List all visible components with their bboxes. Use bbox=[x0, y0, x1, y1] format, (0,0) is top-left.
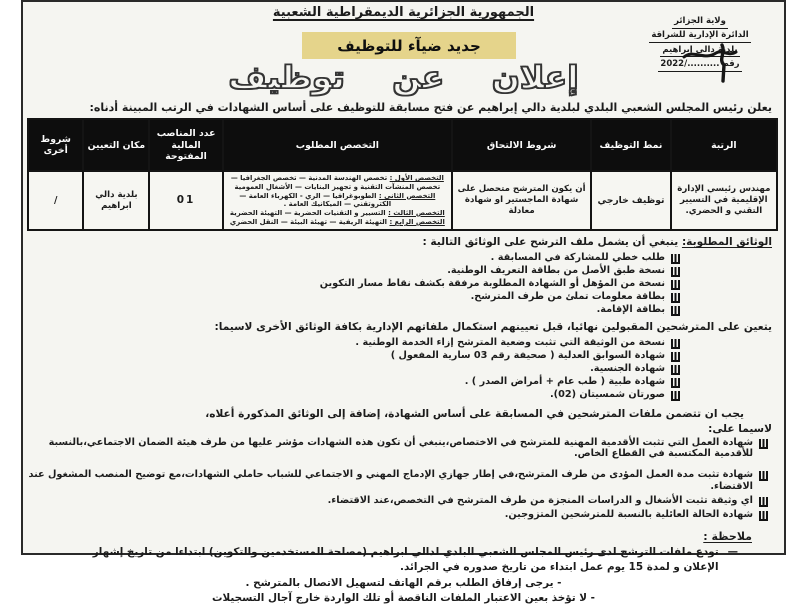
list-bullet-icon bbox=[759, 471, 768, 481]
country-title-text: الجمهورية الجزائرية الديمقراطية الشعبية bbox=[272, 5, 535, 20]
degree-docs-heading-2: لاسيما على: bbox=[708, 422, 772, 435]
note-section bbox=[23, 523, 784, 605]
cell-open-positions: 01 bbox=[149, 171, 222, 230]
header-employment-mode: نمط التوظيف bbox=[591, 119, 670, 171]
note-item: - لا تؤخذ بعين الاعتبار الملفات الناقصة أو تلك الواردة خارج آجال التسجيلات bbox=[212, 592, 595, 605]
list-bullet-icon bbox=[671, 280, 680, 290]
list-item: اي وثيقة تثبت الأشغال و الدراسات المنجزة من طرف المترشح في التخصص،عند الاقتضاء. bbox=[23, 495, 768, 507]
note-item: — تودع ملفات الترشح لدى رئيس المجلس الشعبي البلدي لدالي ابراهيم (مصلحة المستخدمين والتكوين) ابتداءا من تاريخ إشهار الإعلان و لمدة 15 يوم عمل ابتداء من تاريخ صدوره في الجرائد. bbox=[92, 545, 738, 573]
list-bullet-icon bbox=[671, 267, 680, 277]
list-bullet-icon bbox=[671, 254, 680, 264]
note-title: ملاحظة : bbox=[703, 529, 752, 543]
cell-specialty bbox=[223, 171, 452, 230]
specialty-item: التخصص الرابع : التهيئة الريفية — تهيئة البيئة — النقل الحضري bbox=[229, 218, 445, 227]
required-docs-lead: ينبغي أن يشمل ملف الترشح على الوثائق التالية : bbox=[422, 236, 682, 249]
specialty-item: التخصص الثاني : الطوبوغرافيا — الري - الكهرباء العامة — الكتروتقني — الميكانيك العامة . bbox=[239, 191, 436, 208]
table-row bbox=[28, 171, 777, 230]
list-item: طلب خطي للمشاركة في المسابقة . bbox=[23, 252, 680, 264]
required-docs-title: الوثائق المطلوبة: bbox=[681, 236, 772, 249]
list-item: شهادة تثبت مدة العمل المؤدى من طرف المترشح،في إطار جهازي الإدماج المهني و الاجتماعي للشباب حاملي الشهادات،مع توضيح المنصب المشغول عند الاقتضاء. bbox=[23, 469, 768, 493]
specialty-item: التخصص الثالث : التسيير و التقنيات الحضرية — التهيئة الحضرية bbox=[229, 208, 445, 217]
dash-marker: — bbox=[727, 545, 738, 558]
recruitment-table bbox=[27, 118, 778, 231]
cell-other-conditions: / bbox=[28, 171, 83, 230]
letterhead-wilaya: ولاية الجزائر bbox=[672, 17, 728, 29]
list-bullet-icon bbox=[671, 306, 680, 316]
intro-paragraph: يعلن رئيس المجلس الشعبي البلدي لبلدية دالي إبراهيم عن فتح مسابقة للتوظيف على أساس الشهادات في الرتب المبينة أدناه: bbox=[89, 101, 772, 114]
degree-docs-list bbox=[23, 437, 768, 521]
degree-docs-heading: يجب ان تتضمن ملفات المترشحين في المسابقة على أساس الشهادة، إضافة إلى الوثائق المذكورة أعلاه، bbox=[205, 407, 744, 420]
header-rank: الرتبة bbox=[671, 119, 777, 171]
list-item: نسخة من المؤهل أو الشهادة المطلوبة مرفقة بكشف نقاط مسار التكوين bbox=[23, 278, 680, 290]
list-item: شهادة الحالة العائلية بالنسبة للمترشحين المتزوجين. bbox=[23, 509, 768, 521]
list-item: شهادة السوابق العدلية ( صحيفة رقم 03 سارية المفعول ) bbox=[23, 350, 680, 362]
list-bullet-icon bbox=[671, 391, 680, 401]
list-item: بطاقة الإقامة. bbox=[23, 304, 680, 316]
list-item: نسخة من الوثيقة التي تثبت وضعية المترشح إزاء الخدمة الوطنية . bbox=[23, 337, 680, 349]
cell-assignment-place: بلدية دالي ابراهيم bbox=[83, 171, 149, 230]
list-bullet-icon bbox=[671, 352, 680, 362]
announcement-title: إعلان عن توظيف bbox=[228, 60, 579, 96]
final-docs-list bbox=[23, 337, 680, 401]
list-item: بطاقة معلومات تملئ من طرف المترشح. bbox=[23, 291, 680, 303]
list-bullet-icon bbox=[671, 378, 680, 388]
letterhead-number: رقم ........../2022 bbox=[658, 60, 741, 72]
final-docs-heading: يتعين على المترشحين المقبولين نهائيا، قبل تعيينهم استكمال ملفاتهم الإدارية بكافة الوثائق الأخرى لاسيما: bbox=[214, 321, 772, 333]
list-item: نسخة طبق الأصل من بطاقة التعريف الوطنية. bbox=[23, 265, 680, 277]
list-item: شهادة الجنسية. bbox=[23, 363, 680, 375]
list-bullet-icon bbox=[759, 511, 768, 521]
letterhead-commune: بلدية دالي إبراهيم bbox=[660, 46, 739, 58]
list-bullet-icon bbox=[759, 497, 768, 507]
list-item: شهادة العمل التي تثبت الأقدمية المهنية للمترشح في الاختصاص،ينبغي أن تكون هذه الشهادات مؤشر عليها من طرف هيئة الضمان الاجتماعي،بالنسبة للأقدمية المكتسبة في القطاع الخاص. bbox=[23, 437, 768, 461]
header-specialty: التخصص المطلوب bbox=[223, 119, 452, 171]
cell-join-conditions: أن يكون المترشح متحصل على شهادة الماجستير او شهادة معادلة bbox=[452, 171, 591, 230]
cell-rank: مهندس رئيسي الإدارة الإقليمية في التسيير التقني و الحضري. bbox=[671, 171, 777, 230]
header-open-positions: عدد المناصب المالية المفتوحة bbox=[149, 119, 222, 171]
list-bullet-icon bbox=[671, 293, 680, 303]
header-assignment-place: مكان التعيين bbox=[83, 119, 149, 171]
list-item: شهادة طبية ( طب عام + أمراض الصدر ) . bbox=[23, 376, 680, 388]
cell-employment-mode: توظيف خارجي bbox=[591, 171, 670, 230]
list-bullet-icon bbox=[759, 439, 768, 449]
required-docs-heading bbox=[35, 236, 772, 250]
list-item: صورتان شمسيتان (02). bbox=[23, 389, 680, 401]
list-bullet-icon bbox=[671, 365, 680, 375]
letterhead-district: الدائرة الإدارية للشراقة bbox=[649, 31, 750, 43]
document-page bbox=[21, 0, 786, 605]
header-other-conditions: شروط أخرى bbox=[28, 119, 83, 171]
specialty-item: التخصص الأول : تخصص الهندسة المدنية — تخصص الجغرافيا — تخصص المنشآت التقنية و تجهيز البنايات — الأشغال العمومية bbox=[230, 174, 444, 191]
header-join-conditions: شروط الالتحاق bbox=[452, 119, 591, 171]
table-header-row bbox=[28, 119, 777, 171]
watermark-badge: جديد ضيآء للتوظيف bbox=[302, 32, 516, 59]
required-docs-list bbox=[23, 252, 680, 316]
list-bullet-icon bbox=[671, 339, 680, 349]
note-item: - يرجى إرفاق الطلب برقم الهاتف لتسهيل الاتصال بالمترشح . bbox=[245, 577, 562, 589]
